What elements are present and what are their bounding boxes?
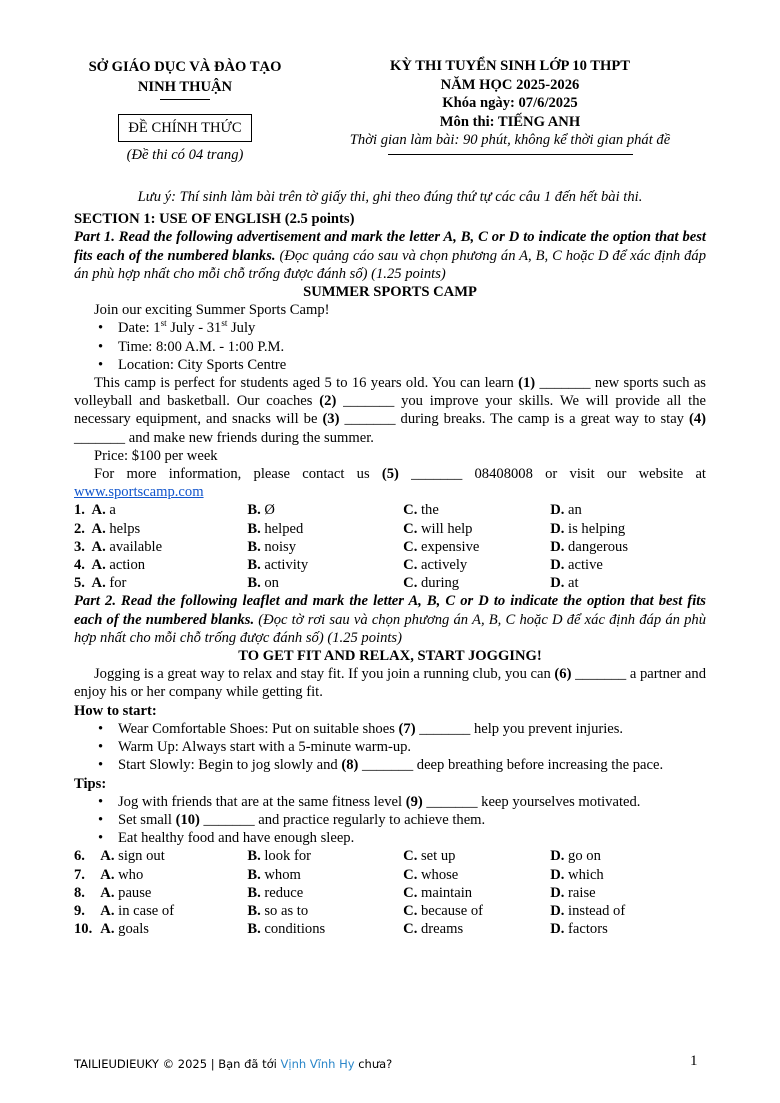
footer: TAILIEUDIEUKY © 2025 | Bạn đã tới Vịnh Vĩnh Hy chưa? (74, 1057, 393, 1071)
option-b: B. on (247, 575, 279, 592)
option-b: B. helped (247, 520, 304, 537)
option-c: C. maintain (403, 884, 473, 901)
option-d: D. instead of (550, 902, 626, 919)
option-c: C. actively (403, 557, 468, 574)
option-d: D. active (550, 557, 603, 574)
option-d: D. go on (550, 848, 601, 865)
subject: Môn thi: TIẾNG ANH (439, 113, 581, 130)
footer-highlight: Vịnh Vĩnh Hy (280, 1057, 355, 1071)
list-item: • Date: 1st July - 31st July (118, 319, 706, 337)
section-title: SECTION 1: USE OF ENGLISH (2.5 points) (74, 211, 355, 228)
option-c: C. because of (403, 902, 483, 919)
option-b: B. so as to (247, 902, 309, 919)
list-item: • Eat healthy food and have enough sleep. (118, 829, 706, 847)
question-number: 1. (74, 502, 85, 519)
question-number: 9. (74, 902, 85, 919)
leaflet-paragraph: Jogging is a great way to relax and stay fit. If you join a running club, you can (6) _______ a partner and enjoy his or her company while getting fit. (74, 666, 706, 701)
list-item: • Location: City Sports Centre (118, 356, 706, 374)
official-stamp: ĐỀ CHÍNH THỨC (118, 114, 251, 142)
question-row (74, 884, 706, 902)
question-number: 5. (74, 575, 85, 592)
option-a: A. goals (100, 921, 149, 938)
option-a: A. a (91, 502, 116, 519)
exam-content (74, 188, 706, 938)
list-item: • Warm Up: Always start with a 5-minute warm-up. (118, 738, 706, 756)
exam-title: KỲ THI TUYỂN SINH LỚP 10 THPT (389, 58, 631, 74)
ad-paragraph: This camp is perfect for students aged 5 to 16 years old. You can learn (1) _______ new sports such as volleyball and basketball. Our coaches (2) _______ you improve your skills. We will provide all the necessary equipment, and snacks will be (3) _______ during breaks. The camp is a great way to stay (4) _______ and make new friends during the summer. (74, 375, 706, 446)
divider (160, 99, 210, 100)
option-b: B. look for (247, 848, 311, 865)
option-d: D. raise (550, 884, 596, 901)
ad-contact: For more information, please contact us (5) _______ 08408008 or visit our website at (94, 466, 706, 483)
option-c: C. will help (403, 520, 473, 537)
exam-date: Khóa ngày: 07/6/2025 (442, 95, 578, 111)
page-count-note: (Đề thi có 04 trang) (126, 147, 244, 163)
department-name: SỞ GIÁO DỤC VÀ ĐÀO TẠO (88, 59, 282, 75)
tips-list (74, 793, 706, 848)
question-row (74, 538, 706, 556)
part2-instruction: Part 2. Read the following leaflet and mark the letter A, B, C or D to indicate the option that best fits each of the numbered blanks. (Đọc tờ rơi sau và chọn phương án A, B, C hoặc D để xác định đáp án phù hợp nhất cho mỗi chỗ trống được đánh số) (1.25 points) (74, 593, 707, 646)
option-b: B. whom (247, 866, 301, 883)
ad-title: SUMMER SPORTS CAMP (303, 284, 477, 301)
list-item: • Set small (10) _______ and practice regularly to achieve them. (118, 811, 706, 829)
time-limit: Thời gian làm bài: 90 phút, không kể thời gian phát đề (349, 132, 671, 148)
option-a: A. action (91, 557, 146, 574)
header-left (60, 57, 310, 165)
option-a: A. for (91, 575, 127, 592)
option-b: B. noisy (247, 538, 296, 555)
option-b: B. reduce (247, 884, 304, 901)
question-number: 4. (74, 557, 85, 574)
option-a: A. helps (91, 520, 141, 537)
question-number: 2. (74, 520, 85, 537)
option-d: D. is helping (550, 520, 626, 537)
question-row (74, 902, 706, 920)
option-d: D. at (550, 575, 579, 592)
option-c: C. expensive (403, 538, 480, 555)
page-number: 1 (690, 1053, 698, 1069)
website-link[interactable]: www.sportscamp.com (74, 484, 204, 501)
list-item: • Jog with friends that are at the same fitness level (9) _______ keep yourselves motivated. (118, 793, 706, 811)
question-row (74, 574, 706, 592)
option-d: D. factors (550, 921, 608, 938)
option-d: D. an (550, 502, 582, 519)
list-item: • Time: 8:00 A.M. - 1:00 P.M. (118, 338, 706, 356)
option-a: A. available (91, 538, 163, 555)
option-b: B. Ø (247, 502, 275, 519)
ad-details-list (74, 319, 706, 374)
option-c: C. whose (403, 866, 459, 883)
tips-heading: Tips: (74, 775, 107, 792)
questions-1-5 (74, 501, 706, 592)
option-a: A. who (100, 866, 144, 883)
school-year: NĂM HỌC 2025-2026 (440, 76, 580, 93)
option-b: B. conditions (247, 921, 326, 938)
questions-6-10 (74, 847, 706, 938)
question-row (74, 556, 706, 574)
question-row (74, 847, 706, 865)
question-number: 7. (74, 866, 85, 883)
question-row (74, 920, 706, 938)
option-a: A. sign out (100, 848, 165, 865)
option-d: D. dangerous (550, 538, 629, 555)
option-c: C. dreams (403, 921, 464, 938)
list-item: • Wear Comfortable Shoes: Put on suitable shoes (7) _______ help you prevent injuries. (118, 720, 706, 738)
leaflet-title: TO GET FIT AND RELAX, START JOGGING! (238, 648, 542, 665)
option-d: D. which (550, 866, 604, 883)
question-row (74, 520, 706, 538)
question-number: 8. (74, 884, 85, 901)
option-c: C. set up (403, 848, 456, 865)
header-right (320, 57, 700, 155)
question-row (74, 866, 706, 884)
instruction-note: Lưu ý: Thí sinh làm bài trên tờ giấy thi, ghi theo đúng thứ tự các câu 1 đến hết bài thi. (137, 189, 643, 205)
option-c: C. the (403, 502, 439, 519)
province-name: NINH THUẬN (137, 79, 233, 95)
option-a: A. in case of (100, 902, 175, 919)
option-a: A. pause (100, 884, 152, 901)
question-number: 10. (74, 921, 93, 938)
question-number: 6. (74, 848, 85, 865)
question-row (74, 501, 706, 519)
ad-price: Price: $100 per week (94, 447, 218, 464)
how-to-start-heading: How to start: (74, 702, 157, 719)
option-b: B. activity (247, 557, 309, 574)
ad-intro: Join our exciting Summer Sports Camp! (94, 302, 330, 319)
question-number: 3. (74, 538, 85, 555)
divider (388, 154, 633, 155)
how-to-start-list (74, 720, 706, 775)
option-c: C. during (403, 575, 460, 592)
list-item: • Start Slowly: Begin to jog slowly and (8) _______ deep breathing before increasing the pace. (118, 756, 706, 774)
part1-instruction: Part 1. Read the following advertisement and mark the letter A, B, C or D to indicate the option that best fits each of the numbered blanks. (Đọc quảng cáo sau và chọn phương án A, B, C hoặc D để xác định đáp án phù hợp nhất cho mỗi chỗ trống được đánh số) (1.25 points) (74, 229, 707, 282)
